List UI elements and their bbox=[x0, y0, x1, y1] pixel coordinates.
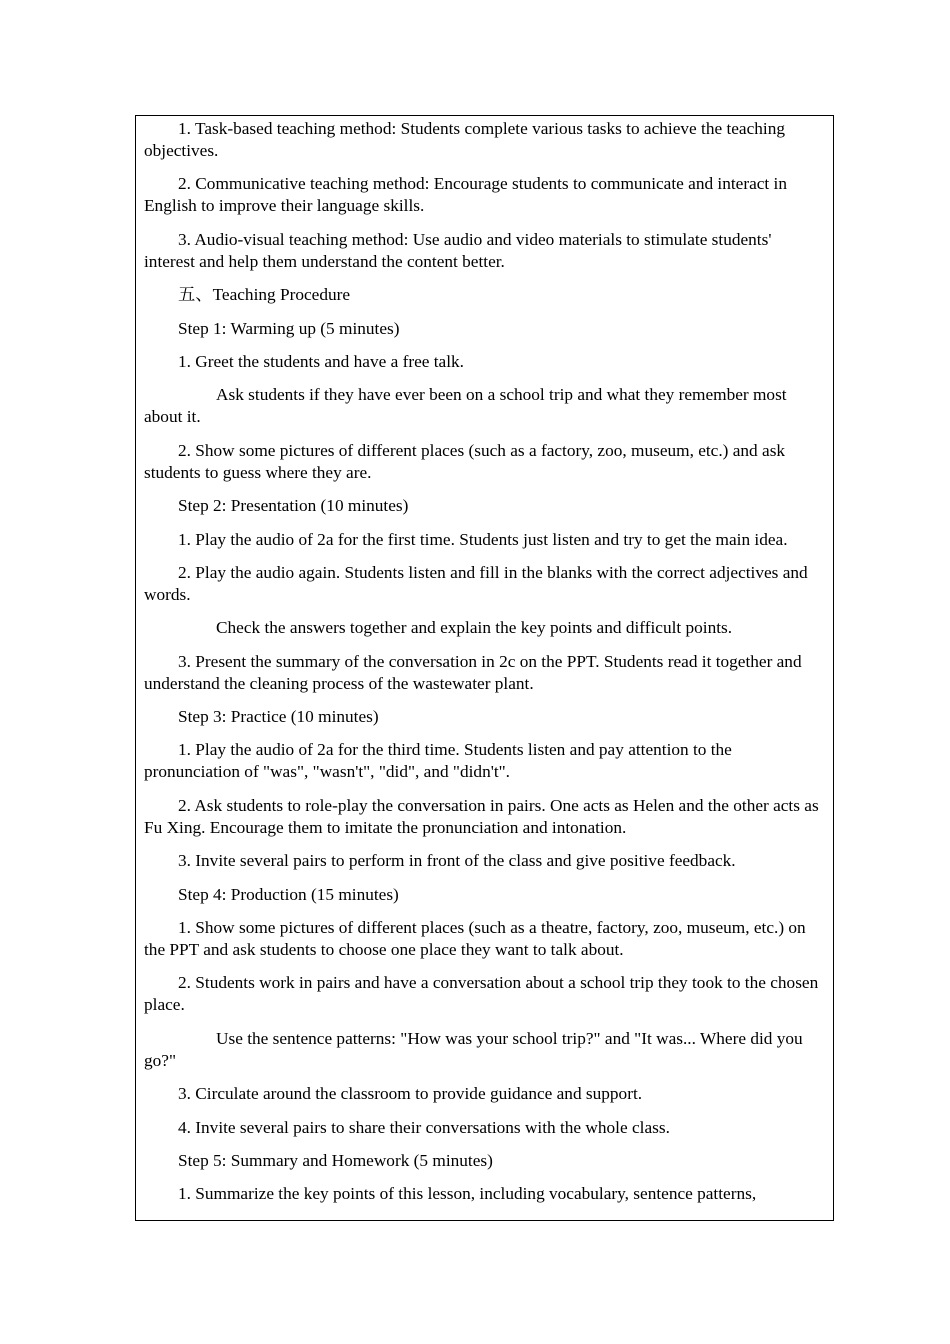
paragraph: 五、Teaching Procedure bbox=[178, 285, 351, 305]
paragraph: 2. Ask students to role-play the conversation in pairs. One acts as Helen and the other acts as Fu Xing. Encourage them to imitate the pronunciation and intonation. bbox=[144, 795, 819, 837]
paragraph: Step 2: Presentation (10 minutes) bbox=[178, 496, 409, 516]
paragraph: 3. Circulate around the classroom to provide guidance and support. bbox=[178, 1084, 643, 1104]
paragraph: Ask students if they have ever been on a school trip and what they remember most about it. bbox=[144, 385, 787, 427]
paragraph: 4. Invite several pairs to share their conversations with the whole class. bbox=[178, 1117, 670, 1137]
document-body bbox=[136, 116, 833, 1205]
paragraph: 1. Task-based teaching method: Students complete various tasks to achieve the teaching objectives. bbox=[144, 119, 785, 160]
paragraph: 3. Audio-visual teaching method: Use audio and video materials to stimulate students' interest and help them understand the content better. bbox=[144, 229, 772, 271]
paragraph: 2. Students work in pairs and have a conversation about a school trip they took to the chosen place. bbox=[144, 973, 819, 1015]
paragraph: Step 4: Production (15 minutes) bbox=[178, 884, 399, 904]
paragraph: Check the answers together and explain the key points and difficult points. bbox=[216, 618, 733, 638]
paragraph: 1. Play the audio of 2a for the first time. Students just listen and try to get the main idea. bbox=[178, 529, 788, 549]
paragraph: 2. Communicative teaching method: Encourage students to communicate and interact in English to improve their language skills. bbox=[144, 174, 787, 216]
paragraph: Use the sentence patterns: "How was your school trip?" and "It was... Where did you go?" bbox=[144, 1028, 803, 1070]
paragraph: 1. Play the audio of 2a for the third time. Students listen and pay attention to the pronunciation of "was", "wasn't", "did", and "didn't". bbox=[144, 740, 732, 782]
paragraph: 3. Invite several pairs to perform in front of the class and give positive feedback. bbox=[178, 851, 736, 871]
content-table-cell bbox=[135, 115, 834, 1221]
paragraph: Step 3: Practice (10 minutes) bbox=[178, 707, 379, 727]
paragraph: 2. Play the audio again. Students listen and fill in the blanks with the correct adjectives and words. bbox=[144, 562, 808, 604]
paragraph: 1. Summarize the key points of this lesson, including vocabulary, sentence patterns, bbox=[178, 1184, 757, 1204]
paragraph: Step 1: Warming up (5 minutes) bbox=[178, 318, 400, 338]
paragraph: 1. Show some pictures of different places (such as a theatre, factory, zoo, museum, etc.) on the PPT and ask students to choose one place they want to talk about. bbox=[144, 918, 806, 960]
paragraph: Step 5: Summary and Homework (5 minutes) bbox=[178, 1150, 493, 1170]
paragraph: 2. Show some pictures of different places (such as a factory, zoo, museum, etc.) and ask students to guess where they are. bbox=[144, 440, 786, 482]
paragraph: 3. Present the summary of the conversation in 2c on the PPT. Students read it together and understand the cleaning process of the wastewater plant. bbox=[144, 651, 802, 693]
paragraph: 1. Greet the students and have a free talk. bbox=[178, 351, 464, 371]
